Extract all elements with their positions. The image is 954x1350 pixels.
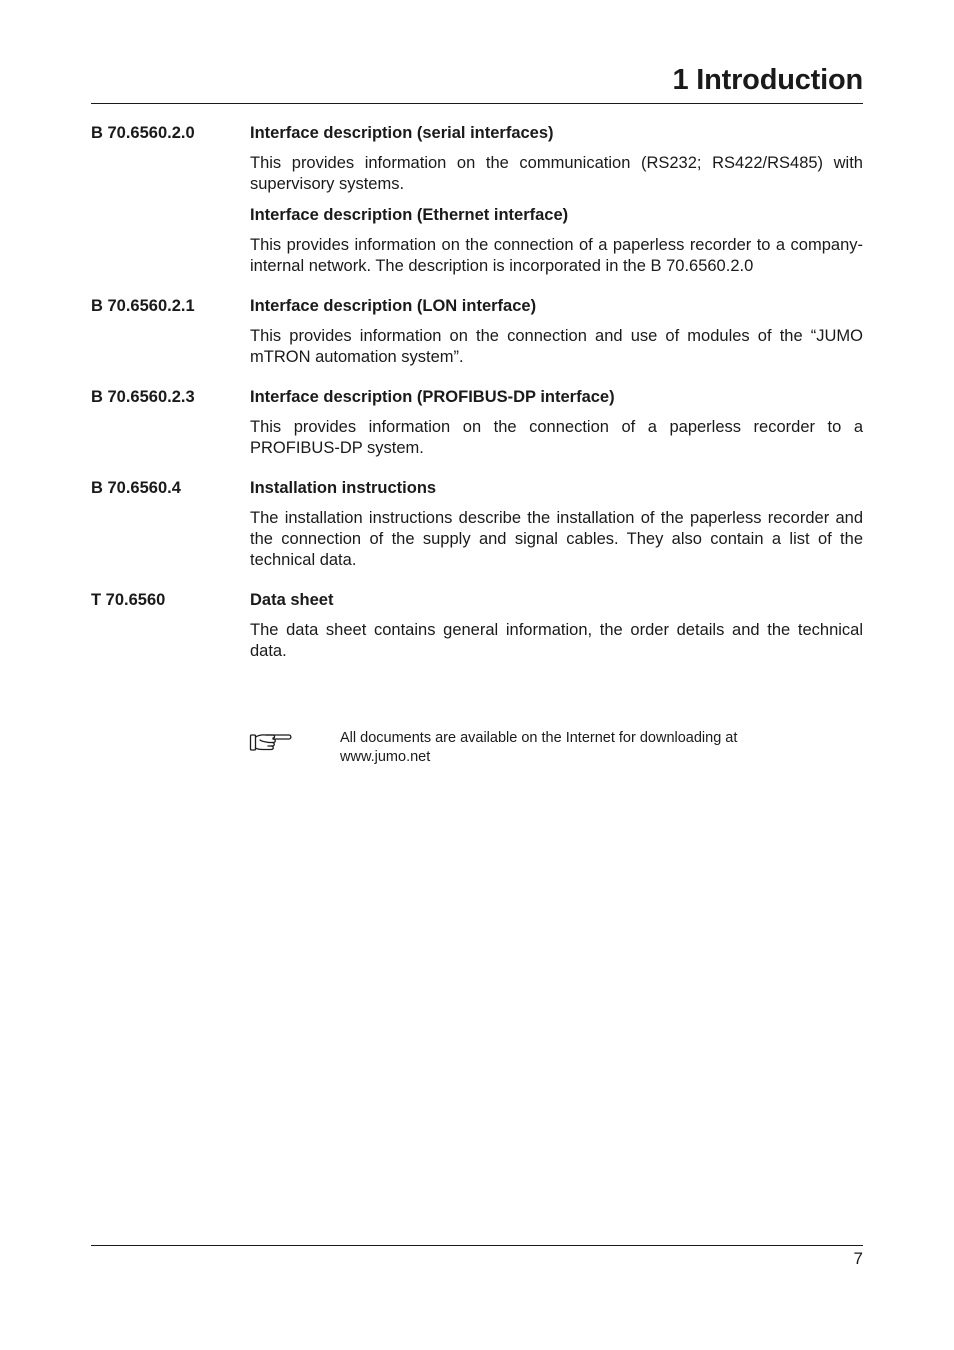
section-heading: Data sheet [250,591,334,609]
pointing-hand-icon [249,729,293,757]
section-heading: Interface description (LON interface) [250,297,537,315]
document-list [91,123,863,681]
section-text: The installation instructions describe the installation of the paperless recorder and the connection of the supply and signal cables. They also contain a list of the technical data. [250,509,863,569]
document-entry [91,123,863,277]
document-number: B 70.6560.2.3 [91,388,195,406]
document-description [250,387,863,459]
page-number: 7 [853,1249,863,1268]
header-divider [91,103,863,104]
note-line: All documents are available on the Internet for downloading at [340,730,738,746]
section-heading: Interface description (Ethernet interface) [250,206,569,224]
section-heading: Interface description (PROFIBUS-DP interface) [250,388,615,406]
section-text: The data sheet contains general information, the order details and the technical data. [250,621,863,660]
section-text: This provides information on the connection of a paperless recorder to a company-internal network. The description is incorporated in the B 70.6560.2.0 [250,236,863,275]
document-number: T 70.6560 [91,591,166,609]
document-entry [91,296,863,368]
document-description [250,123,863,277]
document-number: B 70.6560.2.0 [91,124,195,142]
section-text: This provides information on the connection of a paperless recorder to a PROFIBUS-DP system. [250,418,863,457]
section-text: This provides information on the communication (RS232; RS422/RS485) with supervisory systems. [250,154,863,193]
document-description [250,590,863,662]
section-heading: Interface description (serial interfaces) [250,124,554,142]
note-text [340,729,840,767]
section-heading: Installation instructions [250,479,437,497]
document-entry [91,387,863,459]
page-title: 1 Introduction [672,64,863,96]
document-number: B 70.6560.4 [91,479,181,497]
document-number: B 70.6560.2.1 [91,297,195,315]
document-description [250,478,863,571]
document-description [250,296,863,368]
website-link[interactable]: www.jumo.net [340,749,431,765]
section-text: This provides information on the connection and use of modules of the “JUMO mTRON automation system”. [250,327,863,366]
footer-divider [91,1245,863,1246]
document-entry [91,590,863,662]
document-entry [91,478,863,571]
